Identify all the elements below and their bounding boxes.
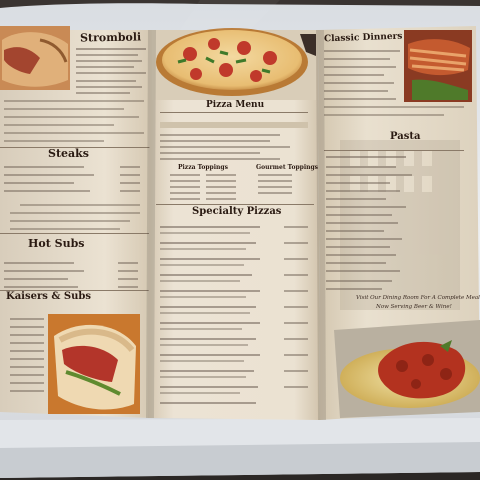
pizza-menu-heading: Pizza Menu [206, 100, 265, 110]
sub-sandwich-photo [48, 314, 140, 414]
gourmet-toppings-heading: Gourmet Toppings [256, 164, 319, 171]
pizza-toppings-heading: Pizza Toppings [178, 164, 228, 171]
steaks-heading: Steaks [48, 147, 89, 160]
pasta-photo [334, 320, 480, 418]
kaisers-heading: Kaisers & Subs [6, 291, 91, 302]
building-watermark [340, 140, 460, 310]
dinner-photo [404, 30, 472, 102]
promo-line-1: Visit Our Dining Room For A Complete Meal [356, 295, 480, 301]
stromboli-photo [0, 26, 70, 90]
promo-line-2: Now Serving Beer & Wine! [376, 304, 452, 310]
pasta-heading: Pasta [390, 131, 421, 142]
hot-subs-heading: Hot Subs [28, 237, 85, 250]
specialty-pizzas-heading: Specialty Pizzas [192, 206, 282, 217]
classic-dinners-heading: Classic Dinners [323, 31, 403, 45]
pizza-photo [152, 28, 316, 100]
stromboli-heading: Stromboli [79, 30, 142, 45]
